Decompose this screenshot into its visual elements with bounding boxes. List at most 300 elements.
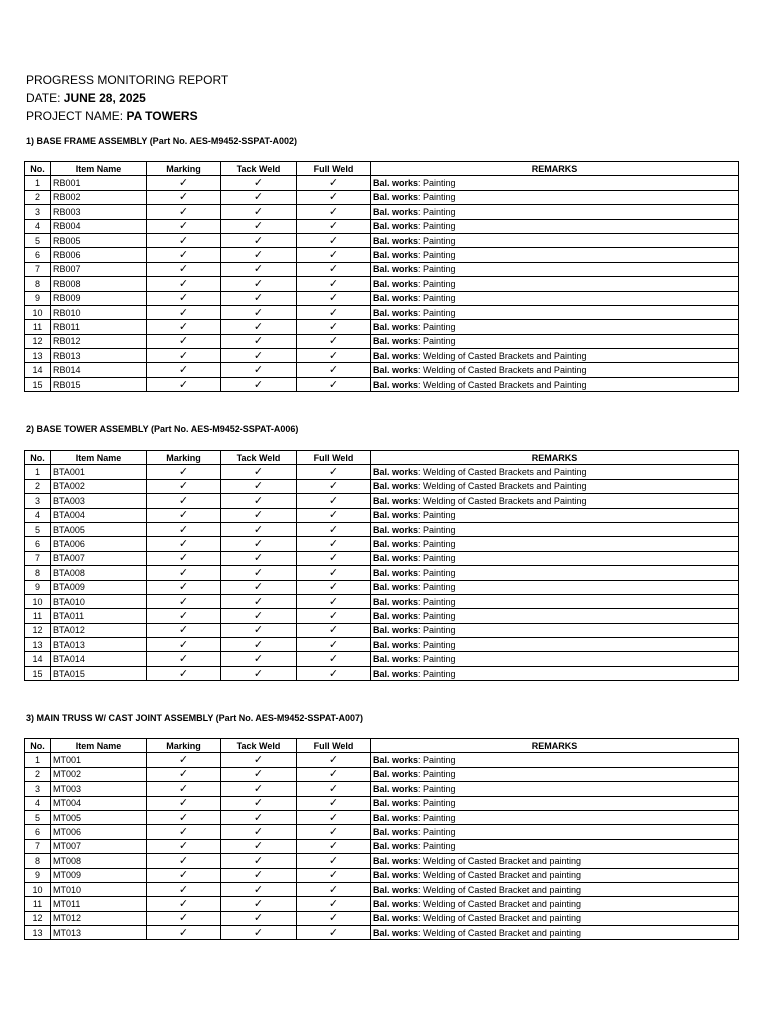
- remarks-cell: [371, 623, 739, 637]
- remarks-prefix: Bal. works: [373, 264, 419, 275]
- item-name: BTA004: [51, 508, 147, 522]
- remarks-prefix: Bal. works: [373, 798, 419, 809]
- row-number: 11: [25, 897, 51, 911]
- section-title: 3) MAIN TRUSS W/ CAST JOINT ASSEMBLY (Part No. AES-M9452-SSPAT-A007): [26, 713, 364, 723]
- tack-weld-check-icon: ✓: [221, 494, 297, 508]
- remarks-prefix: Bal. works: [373, 481, 419, 492]
- remarks-cell: [371, 219, 739, 233]
- marking-check-icon: ✓: [147, 551, 221, 565]
- row-number: 3: [25, 782, 51, 796]
- col-header-no: No.: [25, 739, 51, 753]
- table-row: [25, 291, 739, 305]
- remarks-prefix: Bal. works: [373, 250, 419, 261]
- full-weld-check-icon: ✓: [297, 839, 371, 853]
- table-row: [25, 854, 739, 868]
- remarks-cell: [371, 334, 739, 348]
- remarks-cell: [371, 377, 739, 391]
- full-weld-check-icon: ✓: [297, 580, 371, 594]
- tack-weld-check-icon: ✓: [221, 767, 297, 781]
- table-row: [25, 219, 739, 233]
- tack-weld-check-icon: ✓: [221, 594, 297, 608]
- full-weld-check-icon: ✓: [297, 623, 371, 637]
- remarks-cell: [371, 796, 739, 810]
- tack-weld-check-icon: ✓: [221, 652, 297, 666]
- item-name: RB015: [51, 377, 147, 391]
- item-name: BTA006: [51, 537, 147, 551]
- tack-weld-check-icon: ✓: [221, 277, 297, 291]
- tack-weld-check-icon: ✓: [221, 233, 297, 247]
- remarks-cell: [371, 363, 739, 377]
- item-name: RB013: [51, 349, 147, 363]
- row-number: 7: [25, 551, 51, 565]
- remarks-prefix: Bal. works: [373, 567, 419, 578]
- item-name: BTA001: [51, 465, 147, 479]
- full-weld-check-icon: ✓: [297, 363, 371, 377]
- remarks-cell: [371, 825, 739, 839]
- remarks-text: : Painting: [418, 307, 456, 318]
- remarks-text: : Painting: [418, 812, 456, 823]
- table-row: [25, 825, 739, 839]
- table-header-row: [25, 162, 739, 176]
- marking-check-icon: ✓: [147, 839, 221, 853]
- item-name: RB009: [51, 291, 147, 305]
- table-row: [25, 551, 739, 565]
- marking-check-icon: ✓: [147, 882, 221, 896]
- remarks-text: : Painting: [418, 293, 456, 304]
- table-row: [25, 911, 739, 925]
- tack-weld-check-icon: ✓: [221, 825, 297, 839]
- item-name: BTA011: [51, 609, 147, 623]
- full-weld-check-icon: ✓: [297, 262, 371, 276]
- remarks-text: : Painting: [418, 264, 456, 275]
- remarks-text: : Painting: [418, 783, 456, 794]
- row-number: 5: [25, 810, 51, 824]
- remarks-prefix: Bal. works: [373, 898, 419, 909]
- row-number: 15: [25, 377, 51, 391]
- table-row: [25, 537, 739, 551]
- marking-check-icon: ✓: [147, 825, 221, 839]
- col-header-item-name: Item Name: [51, 162, 147, 176]
- tack-weld-check-icon: ✓: [221, 219, 297, 233]
- remarks-cell: [371, 666, 739, 680]
- tack-weld-check-icon: ✓: [221, 782, 297, 796]
- remarks-cell: [371, 262, 739, 276]
- col-header-no: No.: [25, 451, 51, 465]
- marking-check-icon: ✓: [147, 753, 221, 767]
- tack-weld-check-icon: ✓: [221, 176, 297, 190]
- remarks-cell: [371, 753, 739, 767]
- remarks-prefix: Bal. works: [373, 221, 419, 232]
- remarks-cell: [371, 652, 739, 666]
- table-row: [25, 810, 739, 824]
- item-name: MT005: [51, 810, 147, 824]
- marking-check-icon: ✓: [147, 580, 221, 594]
- remarks-prefix: Bal. works: [373, 913, 419, 924]
- marking-check-icon: ✓: [147, 911, 221, 925]
- item-name: RB010: [51, 305, 147, 319]
- marking-check-icon: ✓: [147, 349, 221, 363]
- section-table: [24, 161, 739, 392]
- row-number: 1: [25, 753, 51, 767]
- col-header-marking: Marking: [147, 451, 221, 465]
- col-header-item-name: Item Name: [51, 451, 147, 465]
- remarks-prefix: Bal. works: [373, 178, 419, 189]
- tack-weld-check-icon: ✓: [221, 320, 297, 334]
- remarks-cell: [371, 839, 739, 853]
- marking-check-icon: ✓: [147, 176, 221, 190]
- table-row: [25, 623, 739, 637]
- report-header: [26, 71, 228, 125]
- row-number: 15: [25, 666, 51, 680]
- marking-check-icon: ✓: [147, 494, 221, 508]
- full-weld-check-icon: ✓: [297, 796, 371, 810]
- remarks-cell: [371, 580, 739, 594]
- marking-check-icon: ✓: [147, 594, 221, 608]
- col-header-tack-weld: Tack Weld: [221, 739, 297, 753]
- item-name: BTA008: [51, 566, 147, 580]
- remarks-prefix: Bal. works: [373, 870, 419, 881]
- item-name: BTA015: [51, 666, 147, 680]
- tack-weld-check-icon: ✓: [221, 190, 297, 204]
- row-number: 8: [25, 277, 51, 291]
- row-number: 14: [25, 363, 51, 377]
- item-name: MT012: [51, 911, 147, 925]
- marking-check-icon: ✓: [147, 305, 221, 319]
- item-name: MT013: [51, 926, 147, 940]
- remarks-prefix: Bal. works: [373, 206, 419, 217]
- tack-weld-check-icon: ✓: [221, 334, 297, 348]
- marking-check-icon: ✓: [147, 479, 221, 493]
- row-number: 6: [25, 825, 51, 839]
- marking-check-icon: ✓: [147, 277, 221, 291]
- tack-weld-check-icon: ✓: [221, 363, 297, 377]
- date-value: JUNE 28, 2025: [63, 91, 146, 105]
- tack-weld-check-icon: ✓: [221, 248, 297, 262]
- remarks-text: : Welding of Casted Brackets and Painting: [418, 481, 587, 492]
- full-weld-check-icon: ✓: [297, 233, 371, 247]
- item-name: BTA007: [51, 551, 147, 565]
- remarks-prefix: Bal. works: [373, 336, 419, 347]
- remarks-cell: [371, 551, 739, 565]
- tack-weld-check-icon: ✓: [221, 839, 297, 853]
- table-row: [25, 349, 739, 363]
- full-weld-check-icon: ✓: [297, 176, 371, 190]
- col-header-marking: Marking: [147, 162, 221, 176]
- col-header-item-name: Item Name: [51, 739, 147, 753]
- tack-weld-check-icon: ✓: [221, 926, 297, 940]
- remarks-cell: [371, 494, 739, 508]
- remarks-cell: [371, 190, 739, 204]
- remarks-prefix: Bal. works: [373, 855, 419, 866]
- marking-check-icon: ✓: [147, 926, 221, 940]
- marking-check-icon: ✓: [147, 190, 221, 204]
- remarks-prefix: Bal. works: [373, 495, 419, 506]
- row-number: 13: [25, 349, 51, 363]
- full-weld-check-icon: ✓: [297, 911, 371, 925]
- tack-weld-check-icon: ✓: [221, 551, 297, 565]
- full-weld-check-icon: ✓: [297, 349, 371, 363]
- full-weld-check-icon: ✓: [297, 753, 371, 767]
- full-weld-check-icon: ✓: [297, 810, 371, 824]
- marking-check-icon: ✓: [147, 897, 221, 911]
- remarks-text: : Painting: [418, 798, 456, 809]
- row-number: 12: [25, 334, 51, 348]
- project-label: PROJECT NAME:: [26, 109, 127, 123]
- table-row: [25, 522, 739, 536]
- remarks-prefix: Bal. works: [373, 884, 419, 895]
- remarks-text: : Painting: [418, 582, 456, 593]
- marking-check-icon: ✓: [147, 854, 221, 868]
- remarks-prefix: Bal. works: [373, 841, 419, 852]
- remarks-text: : Painting: [418, 827, 456, 838]
- remarks-text: : Welding of Casted Brackets and Painting: [418, 365, 587, 376]
- remarks-prefix: Bal. works: [373, 307, 419, 318]
- row-number: 4: [25, 219, 51, 233]
- remarks-cell: [371, 479, 739, 493]
- full-weld-check-icon: ✓: [297, 594, 371, 608]
- remarks-prefix: Bal. works: [373, 639, 419, 650]
- marking-check-icon: ✓: [147, 609, 221, 623]
- row-number: 10: [25, 882, 51, 896]
- report-date: [26, 89, 228, 107]
- remarks-text: : Welding of Casted Bracket and painting: [418, 927, 581, 938]
- marking-check-icon: ✓: [147, 868, 221, 882]
- marking-check-icon: ✓: [147, 291, 221, 305]
- remarks-text: : Painting: [418, 510, 456, 521]
- remarks-prefix: Bal. works: [373, 783, 419, 794]
- remarks-prefix: Bal. works: [373, 812, 419, 823]
- remarks-prefix: Bal. works: [373, 467, 419, 478]
- col-header-remarks: REMARKS: [371, 451, 739, 465]
- remarks-text: : Welding of Casted Brackets and Painting: [418, 350, 587, 361]
- tack-weld-check-icon: ✓: [221, 897, 297, 911]
- full-weld-check-icon: ✓: [297, 609, 371, 623]
- marking-check-icon: ✓: [147, 666, 221, 680]
- table-row: [25, 465, 739, 479]
- row-number: 4: [25, 796, 51, 810]
- remarks-text: : Painting: [418, 668, 456, 679]
- tack-weld-check-icon: ✓: [221, 810, 297, 824]
- tack-weld-check-icon: ✓: [221, 508, 297, 522]
- row-number: 5: [25, 233, 51, 247]
- item-name: RB005: [51, 233, 147, 247]
- marking-check-icon: ✓: [147, 363, 221, 377]
- full-weld-check-icon: ✓: [297, 305, 371, 319]
- remarks-text: : Painting: [418, 625, 456, 636]
- remarks-text: : Painting: [418, 610, 456, 621]
- marking-check-icon: ✓: [147, 767, 221, 781]
- row-number: 11: [25, 609, 51, 623]
- table-row: [25, 594, 739, 608]
- table-row: [25, 566, 739, 580]
- table-row: [25, 334, 739, 348]
- tack-weld-check-icon: ✓: [221, 623, 297, 637]
- tack-weld-check-icon: ✓: [221, 377, 297, 391]
- remarks-cell: [371, 176, 739, 190]
- table-row: [25, 248, 739, 262]
- tack-weld-check-icon: ✓: [221, 465, 297, 479]
- row-number: 10: [25, 594, 51, 608]
- full-weld-check-icon: ✓: [297, 508, 371, 522]
- tack-weld-check-icon: ✓: [221, 580, 297, 594]
- remarks-prefix: Bal. works: [373, 350, 419, 361]
- row-number: 9: [25, 580, 51, 594]
- remarks-text: : Painting: [418, 769, 456, 780]
- table-row: [25, 609, 739, 623]
- item-name: RB012: [51, 334, 147, 348]
- remarks-cell: [371, 508, 739, 522]
- tack-weld-check-icon: ✓: [221, 262, 297, 276]
- tack-weld-check-icon: ✓: [221, 753, 297, 767]
- tack-weld-check-icon: ✓: [221, 479, 297, 493]
- remarks-prefix: Bal. works: [373, 278, 419, 289]
- tack-weld-check-icon: ✓: [221, 566, 297, 580]
- row-number: 8: [25, 854, 51, 868]
- remarks-text: : Painting: [418, 524, 456, 535]
- col-header-remarks: REMARKS: [371, 162, 739, 176]
- remarks-text: : Painting: [418, 235, 456, 246]
- table-header-row: [25, 451, 739, 465]
- marking-check-icon: ✓: [147, 652, 221, 666]
- tack-weld-check-icon: ✓: [221, 666, 297, 680]
- row-number: 8: [25, 566, 51, 580]
- remarks-cell: [371, 911, 739, 925]
- item-name: MT002: [51, 767, 147, 781]
- remarks-prefix: Bal. works: [373, 553, 419, 564]
- remarks-cell: [371, 854, 739, 868]
- table-row: [25, 897, 739, 911]
- table-row: [25, 839, 739, 853]
- full-weld-check-icon: ✓: [297, 638, 371, 652]
- marking-check-icon: ✓: [147, 522, 221, 536]
- table-row: [25, 753, 739, 767]
- marking-check-icon: ✓: [147, 796, 221, 810]
- remarks-prefix: Bal. works: [373, 610, 419, 621]
- remarks-prefix: Bal. works: [373, 192, 419, 203]
- marking-check-icon: ✓: [147, 566, 221, 580]
- report-project: [26, 107, 228, 125]
- marking-check-icon: ✓: [147, 320, 221, 334]
- item-name: BTA013: [51, 638, 147, 652]
- row-number: 9: [25, 868, 51, 882]
- table-row: [25, 205, 739, 219]
- remarks-text: : Welding of Casted Bracket and painting: [418, 855, 581, 866]
- remarks-text: : Welding of Casted Brackets and Painting: [418, 379, 587, 390]
- item-name: MT006: [51, 825, 147, 839]
- item-name: RB004: [51, 219, 147, 233]
- row-number: 3: [25, 494, 51, 508]
- row-number: 2: [25, 479, 51, 493]
- remarks-cell: [371, 609, 739, 623]
- remarks-cell: [371, 566, 739, 580]
- marking-check-icon: ✓: [147, 248, 221, 262]
- full-weld-check-icon: ✓: [297, 320, 371, 334]
- table-row: [25, 494, 739, 508]
- full-weld-check-icon: ✓: [297, 190, 371, 204]
- remarks-cell: [371, 320, 739, 334]
- table-row: [25, 868, 739, 882]
- table-row: [25, 479, 739, 493]
- table-row: [25, 305, 739, 319]
- marking-check-icon: ✓: [147, 219, 221, 233]
- row-number: 7: [25, 839, 51, 853]
- remarks-cell: [371, 291, 739, 305]
- tack-weld-check-icon: ✓: [221, 305, 297, 319]
- item-name: RB014: [51, 363, 147, 377]
- remarks-prefix: Bal. works: [373, 654, 419, 665]
- report-title: PROGRESS MONITORING REPORT: [26, 73, 229, 87]
- remarks-text: : Painting: [418, 250, 456, 261]
- item-name: BTA003: [51, 494, 147, 508]
- item-name: MT011: [51, 897, 147, 911]
- remarks-prefix: Bal. works: [373, 668, 419, 679]
- row-number: 3: [25, 205, 51, 219]
- remarks-text: : Welding of Casted Bracket and painting: [418, 913, 581, 924]
- full-weld-check-icon: ✓: [297, 854, 371, 868]
- full-weld-check-icon: ✓: [297, 926, 371, 940]
- marking-check-icon: ✓: [147, 537, 221, 551]
- item-name: RB003: [51, 205, 147, 219]
- row-number: 1: [25, 176, 51, 190]
- section-title: 2) BASE TOWER ASSEMBLY (Part No. AES-M9452-SSPAT-A006): [26, 424, 299, 434]
- tack-weld-check-icon: ✓: [221, 854, 297, 868]
- project-value: PA TOWERS: [126, 109, 198, 123]
- remarks-text: : Painting: [418, 539, 456, 550]
- remarks-text: : Painting: [418, 206, 456, 217]
- remarks-cell: [371, 205, 739, 219]
- marking-check-icon: ✓: [147, 623, 221, 637]
- table-row: [25, 320, 739, 334]
- table-row: [25, 508, 739, 522]
- section-title: 1) BASE FRAME ASSEMBLY (Part No. AES-M9452-SSPAT-A002): [26, 136, 298, 146]
- tack-weld-check-icon: ✓: [221, 205, 297, 219]
- marking-check-icon: ✓: [147, 233, 221, 247]
- remarks-prefix: Bal. works: [373, 235, 419, 246]
- row-number: 11: [25, 320, 51, 334]
- table-row: [25, 262, 739, 276]
- remarks-text: : Painting: [418, 192, 456, 203]
- remarks-text: : Painting: [418, 278, 456, 289]
- full-weld-check-icon: ✓: [297, 334, 371, 348]
- remarks-text: : Painting: [418, 755, 456, 766]
- item-name: MT008: [51, 854, 147, 868]
- section-table: [24, 738, 739, 940]
- marking-check-icon: ✓: [147, 465, 221, 479]
- remarks-text: : Painting: [418, 639, 456, 650]
- remarks-cell: [371, 638, 739, 652]
- table-row: [25, 190, 739, 204]
- table-row: [25, 176, 739, 190]
- remarks-text: : Welding of Casted Brackets and Painting: [418, 467, 587, 478]
- remarks-text: : Welding of Casted Bracket and painting: [418, 870, 581, 881]
- item-name: MT003: [51, 782, 147, 796]
- tack-weld-check-icon: ✓: [221, 349, 297, 363]
- table-row: [25, 638, 739, 652]
- tack-weld-check-icon: ✓: [221, 522, 297, 536]
- item-name: BTA010: [51, 594, 147, 608]
- row-number: 10: [25, 305, 51, 319]
- remarks-cell: [371, 868, 739, 882]
- remarks-prefix: Bal. works: [373, 755, 419, 766]
- table-row: [25, 377, 739, 391]
- item-name: MT007: [51, 839, 147, 853]
- remarks-text: : Painting: [418, 596, 456, 607]
- row-number: 14: [25, 652, 51, 666]
- full-weld-check-icon: ✓: [297, 825, 371, 839]
- remarks-cell: [371, 277, 739, 291]
- col-header-marking: Marking: [147, 739, 221, 753]
- full-weld-check-icon: ✓: [297, 522, 371, 536]
